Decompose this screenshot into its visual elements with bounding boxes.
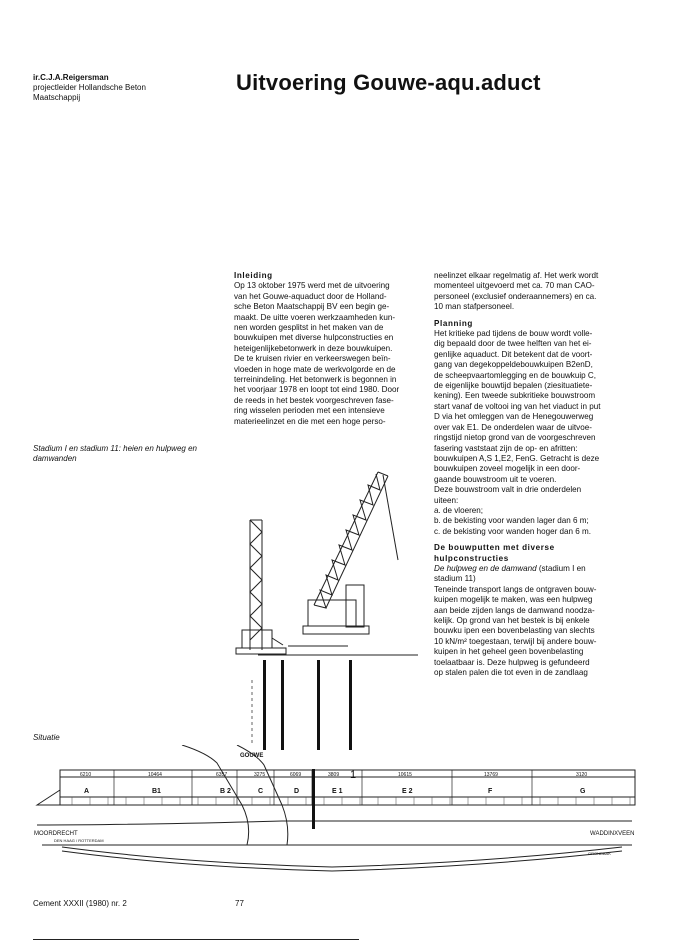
text-line: bouwkuipen A,S 1,E2, FenG. Getracht is deze (434, 453, 600, 463)
right-place-label: WADDINXVEEN (590, 831, 635, 837)
article-title: Uitvoering Gouwe-aqu.aduct (236, 70, 541, 95)
text-line: 10 man stafpersoneel. (434, 302, 515, 312)
central-wall (312, 769, 315, 829)
section-label: D (294, 788, 300, 795)
list-item: c. de bekisting voor wanden hoger dan 6 m. (434, 526, 592, 536)
author-block (33, 73, 203, 103)
text-line: toelaatbaar is. Deze hulpweg is gefundeerd (434, 657, 590, 667)
river-label: GOUWE (240, 753, 264, 759)
bouwstroom-list (434, 506, 624, 537)
inleiding-paragraph (234, 281, 422, 427)
text-line: over vak E1. De onderdelen waar de uitvoe- (434, 422, 592, 432)
text-line: de eigenlijke bouwtijd bepalen (ziesituatiete- (434, 381, 593, 391)
section-dividers (60, 770, 635, 805)
aqueduct-outline (60, 770, 635, 805)
text-line: ring wisselen perioden met een intensieve (234, 406, 385, 416)
section-marker: 1 (350, 769, 357, 781)
text-line: bouwkuipen zoveel mogelijk in een door- (434, 464, 581, 474)
text-line: neelinzet elkaar regelmatig af. Het werk wordt (434, 271, 599, 280)
text-line: kuipen in het geheel geen bovenbelasting (434, 647, 584, 657)
text-line: de scheepvaartomlegging en de bouwkuip C, (434, 370, 596, 380)
dimension-label: 3275 (254, 772, 266, 778)
section-label: C (258, 788, 264, 795)
text-line: kuipen mogelijk te maken, was een hulpweg (434, 595, 593, 605)
dimension-label: 6069 (290, 772, 302, 778)
text-line: fasering vaststaat zijn de op- en afritten: (434, 443, 578, 453)
text-line: het voorjaar 1978 en loopt tot eind 1980. Door (234, 385, 400, 395)
text-line: gaande bouwstroom uit te voeren. (434, 474, 557, 484)
dimension-label: 3809 (328, 772, 340, 778)
dimension-label: 6357 (216, 772, 228, 778)
sub-ticks (72, 797, 630, 805)
left-approach (37, 790, 60, 805)
situation-caption: Situatie (33, 733, 60, 742)
text-line: bouwkuipen met diverse hulpconstructies en (234, 333, 394, 343)
left-crane-figure (236, 520, 286, 654)
journal-footer: Cement XXXII (1980) nr. 2 (33, 899, 127, 908)
text-line: genlijke aquaduct. Dit betekent dat de voort- (434, 349, 593, 359)
text-line: kelijk. Op grond van het bestek is bij enkele (434, 616, 590, 625)
text-line: vloeden in hoge mate de werkvolgorde en de (234, 364, 396, 374)
crane-caption: Stadium I en stadium 11: heien en hulpweg en damwanden (33, 444, 197, 463)
text-line: gang van degekoppeldebouwkuipen B2enD, (434, 360, 593, 370)
heading-bouwputten-2: hulpconstructies (434, 553, 509, 563)
section-label: E 2 (402, 788, 413, 795)
text-line: de reeds in het bestek voorgeschreven fase- (234, 395, 394, 405)
list-item: b. de bekisting voor wanden lager dan 6 m; (434, 516, 589, 526)
text-line: D via het omleggen van de Henegouwerweg (434, 412, 594, 422)
page-number: 77 (235, 899, 244, 908)
dimension-label: 10464 (148, 772, 162, 778)
text-line: kening). Een tweede subkritieke bouwstroom (434, 391, 596, 401)
section-profile (62, 847, 622, 867)
text-line: Op 13 oktober 1975 werd met de uitvoering (234, 281, 390, 291)
road-label: DEN HAAG / ROTTERDAM (54, 838, 104, 843)
hulpweg-italic: De hulpweg en de damwand (434, 563, 537, 573)
heading-planning: Planning (434, 318, 473, 328)
text-line: momenteel uitgevoerd met ca. 70 man CAO- (434, 281, 595, 291)
text-line: maakt. De uitte voeren werkzaamheden kun- (234, 312, 396, 322)
lower-road-line (37, 821, 632, 825)
dimension-label: 6210 (80, 772, 92, 778)
section-label: G (580, 788, 586, 795)
text-line: uiteen: (434, 495, 459, 505)
left-piles (263, 660, 284, 750)
text-line: materieelinzet en die met een hoge perso- (234, 416, 386, 426)
text-line: 10 kN/m² toegestaan, terwijl bij andere bouw- (434, 636, 597, 646)
right-piles (317, 660, 352, 750)
intro-continuation (434, 271, 624, 313)
hulpweg-paragraph (434, 585, 624, 679)
river-bank-right (237, 745, 288, 845)
text-line: bouwku ipen een bovenbelasting van slechts (434, 626, 595, 636)
section-labels (84, 788, 586, 795)
dimension-label: 10615 (398, 772, 412, 778)
hulpweg-suffix: (stadium I en (536, 563, 586, 573)
author-role-line2: Maatschappij (33, 93, 81, 102)
text-column-2 (434, 271, 624, 678)
text-line: op stalen palen die tot even in de zandlaag (434, 668, 588, 678)
planning-paragraph (434, 329, 624, 506)
author-role-line1: projectleider Hollandsche Beton (33, 83, 146, 92)
text-line: start vanaf de voltooi ing van het viaduct in put (434, 401, 601, 411)
text-line: Het kritieke pad tijdens de bouw wordt volle- (434, 329, 593, 339)
heading-bouwputten-1: De bouwputten met diverse (434, 543, 555, 553)
situation-drawing (32, 745, 644, 875)
section-profile-lower (62, 851, 622, 871)
text-line: van het Gouwe-aquaduct door de Holland- (234, 291, 387, 301)
left-place-label: MOORDRECHT (34, 831, 78, 837)
text-line: heteigenlijkebetonwerk in deze bouwkuipen. (234, 343, 393, 353)
text-line: personeel (exclusief onderaannemers) en ca. (434, 291, 597, 301)
crane-drawing (228, 450, 428, 750)
author-name: ir.C.J.A.Reigersman (33, 73, 109, 82)
ground-label: GRONDBAK (588, 851, 611, 856)
right-crane-figure (258, 472, 418, 655)
section-label: E 1 (332, 788, 343, 795)
text-line: sche Beton Maatschappij BV een begin ge- (234, 302, 390, 312)
hulpweg-subheading (434, 564, 624, 574)
text-line: nen worden gesplitst in het maken van de (234, 323, 384, 333)
section-label: F (488, 788, 493, 795)
text-line: Teneinde transport langs de ontgraven bouw- (434, 584, 597, 594)
text-line: dig bepaald door de twee helften van het ei- (434, 339, 592, 349)
section-label: B1 (152, 788, 161, 795)
section-label: B 2 (220, 788, 231, 795)
text-line: terreinindeling. Het betonwerk is begonnen in (234, 375, 397, 385)
bottom-rule (33, 939, 359, 940)
text-line: Deze bouwstroom valt in drie onderdelen (434, 485, 582, 495)
section-label: A (84, 788, 90, 795)
dimension-label: 13769 (484, 772, 498, 778)
dimension-label: 3120 (576, 772, 588, 778)
text-line: aan beide zijden langs de damwand noodza- (434, 605, 595, 615)
text-line: De te kruisen rivier en verkeerswegen beïn- (234, 354, 391, 364)
text-column-1 (234, 271, 422, 427)
heading-inleiding: Inleiding (234, 271, 273, 280)
list-item: a. de vloeren; (434, 505, 484, 515)
text-line: ringstijd nietop grond van de voorgeschreven (434, 433, 596, 443)
stadium-line: stadium 11) (434, 574, 476, 584)
